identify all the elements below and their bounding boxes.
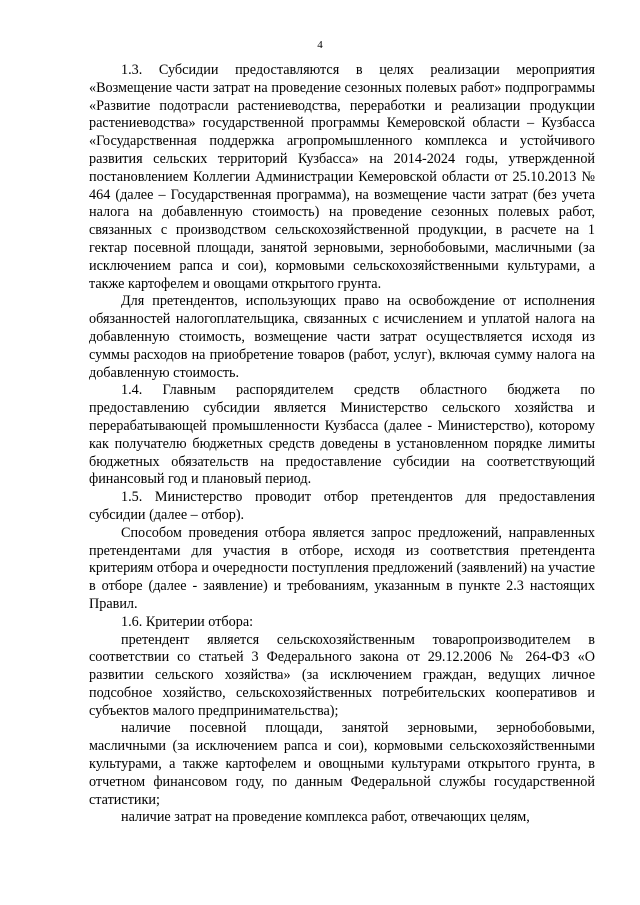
paragraph-criterion-producer: претендент является сельскохозяйственным товаропроизводителем в соответствии со статьей 3 Федерального закона от 29.12.2006 № 264-ФЗ «О развитии сельского хозяйства» (за исключением граждан, ведущих личное подсобное хозяйство, сельскохозяйственных потребительских кооперативов и субъектов малого предпринимательства); — [89, 631, 595, 719]
paragraph-criterion-sown-area: наличие посевной площади, занятой зерновыми, зернобобовыми, масличными (за исключением рапса и сои), кормовыми сельскохозяйственными культурами, а также картофелем и овощными культурами открытого грунта, в отчетном финансовом году, по данным Федеральной службы государственной статистики; — [89, 720, 595, 808]
paragraph-vat-exemption: Для претендентов, использующих право на освобождение от исполнения обязанностей налогоплательщика, связанных с исчислением и уплатой налога на добавленную стоимость, возмещение части затрат осуществляется исходя из суммы расходов на приобретение товаров (работ, услуг), включая сумму налога на добавленную стоимость. — [89, 293, 595, 381]
body-text — [89, 62, 595, 827]
paragraph-criterion-costs: наличие затрат на проведение комплекса работ, отвечающих целям, — [121, 809, 530, 826]
paragraph-1-4-budget-manager: 1.4. Главным распорядителем средств областного бюджета по предоставлению субсидии является Министерство сельского хозяйства и перерабатывающей промышленности Кузбасса (далее - Министерство), которому как получателю бюджетных средств доведены в установленном порядке лимиты бюджетных обязательств на предоставление субсидии на соответствующий финансовый год и плановый период. — [89, 382, 595, 488]
paragraph-1-5-selection: 1.5. Министерство проводит отбор претендентов для предоставления субсидии (далее – отбор). — [89, 489, 595, 523]
paragraph-1-6-criteria-heading: 1.6. Критерии отбора: — [121, 613, 254, 630]
paragraph-selection-method: Способом проведения отбора является запрос предложений, направленных претендентами для участия в отборе, исходя из соответствия претендента критериям отбора и очередности поступления предложений (заявлений) на участие в отборе (далее - заявление) и требованиям, указанным в пункте 2.3 настоящих Правил. — [89, 524, 595, 612]
page-number: 4 — [317, 39, 323, 51]
paragraph-1-3-subsidy-purpose: 1.3. Субсидии предоставляются в целях реализации мероприятия «Возмещение части затрат на проведение сезонных полевых работ» подпрограммы «Развитие подотрасли растениеводства, переработки и реализации продукции растениеводства» государственной программы Кемеровской области – Кузбасса «Государственная поддержка агропромышленного комплекса и устойчивого развития сельских территорий Кузбасса» на 2014-2024 годы, утвержденной постановлением Коллегии Администрации Кемеровской области от 25.10.2013 № 464 (далее – Государственная программа), на возмещение части затрат (без учета налога на добавленную стоимость) на проведение сезонных полевых работ, связанных с производством сельскохозяйственной продукции, в расчете на 1 гектар посевной площади, занятой зерновыми, зернобобовыми, масличными (за исключением рапса и сои), кормовыми сельскохозяйственными культурами, а также картофелем и овощами открытого грунта. — [89, 62, 595, 292]
